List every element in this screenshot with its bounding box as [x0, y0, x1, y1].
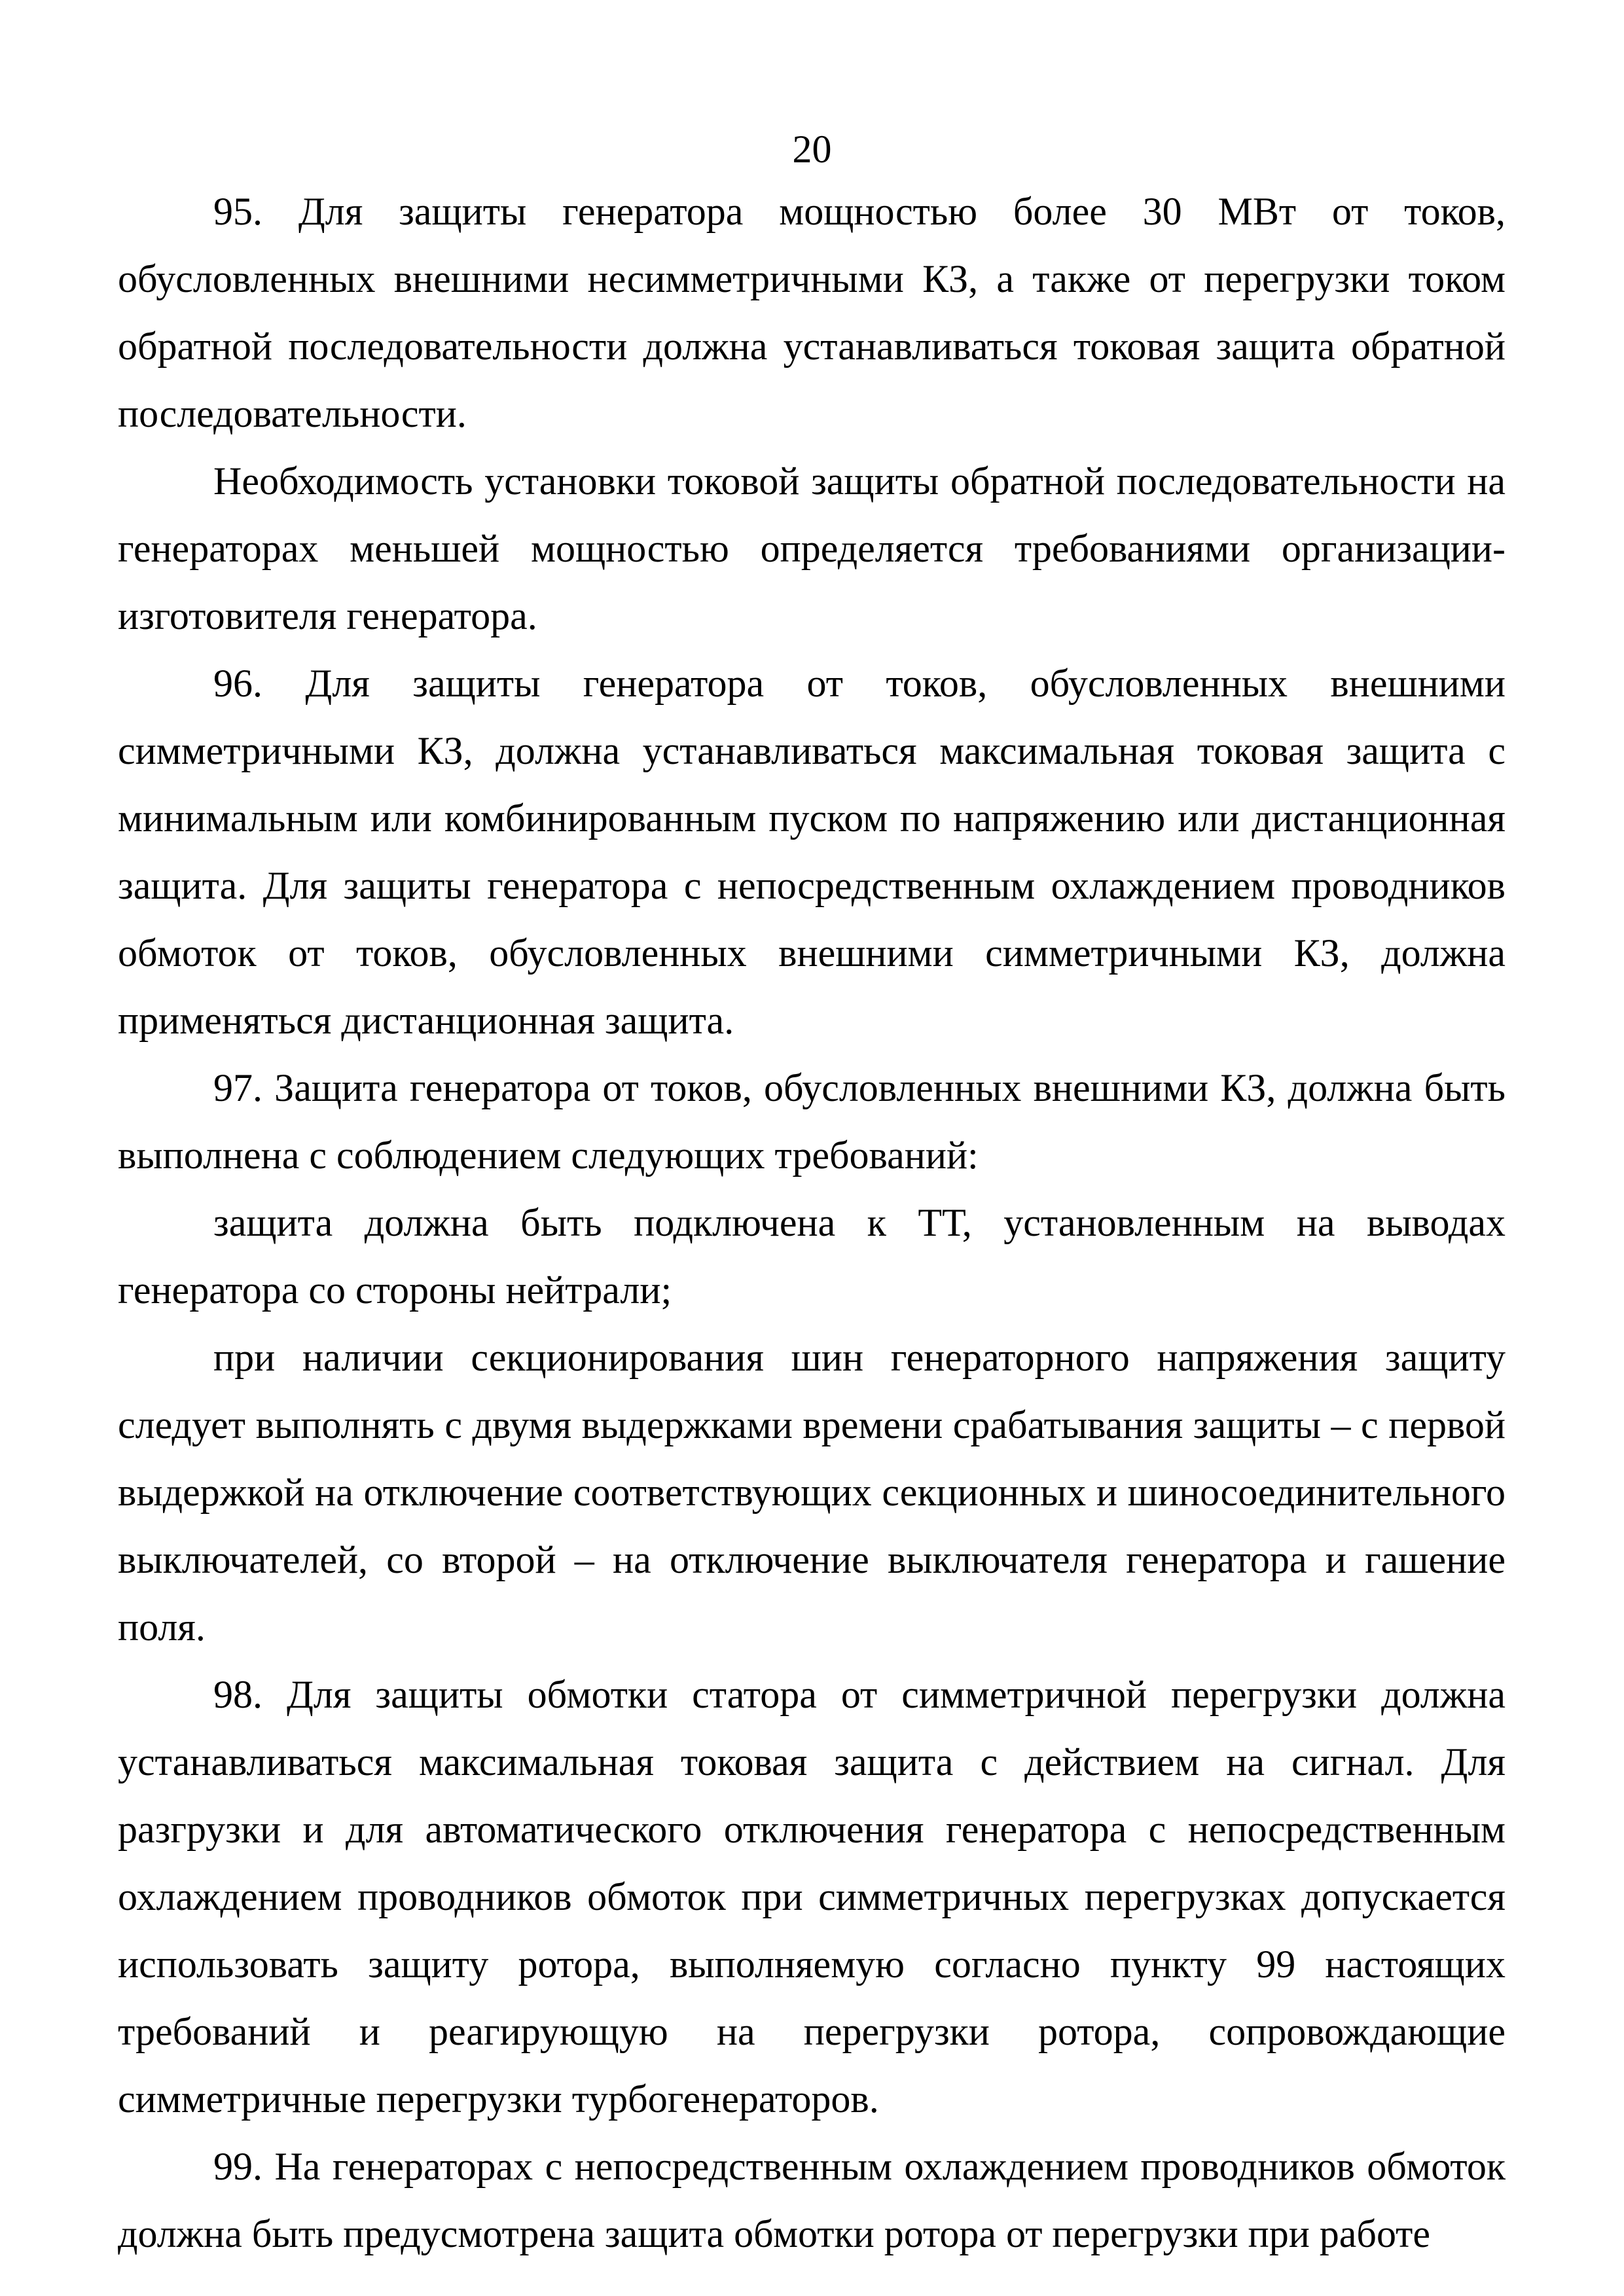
- paragraph-97-item-1: защита должна быть подключена к ТТ, установленным на выводах генератора со стороны нейтрали;: [118, 1201, 1506, 1312]
- paragraph-99: 99. На генераторах с непосредственным охлаждением проводников обмоток должна быть предусмотрена защита обмотки ротора от перегрузки при работе: [118, 2145, 1506, 2255]
- document-body: [118, 178, 1506, 2268]
- paragraph-95-note: Необходимость установки токовой защиты обратной последовательности на генераторах меньшей мощностью определяется требованиями организации-изготовителя генератора.: [118, 459, 1506, 637]
- paragraph-96: 96. Для защиты генератора от токов, обусловленных внешними симметричными КЗ, должна устанавливаться максимальная токовая защита с минимальным или комбинированным пуском по напряжению или дистанционная защита. Для защиты генератора с непосредственным охлаждением проводников обмоток от токов, обусловленных внешними симметричными КЗ, должна применяться дистанционная защита.: [118, 662, 1506, 1042]
- paragraph-97-item-2: при наличии секционирования шин генераторного напряжения защиту следует выполнять с двумя выдержками времени срабатывания защиты – с первой выдержкой на отключение соответствующих секционных и шиносоединительного выключателей, со второй – на отключение выключателя генератора и гашение поля.: [118, 1336, 1506, 1649]
- paragraph-97: 97. Защита генератора от токов, обусловленных внешними КЗ, должна быть выполнена с соблюдением следующих требований:: [118, 1066, 1506, 1177]
- paragraph-95: 95. Для защиты генератора мощностью более 30 МВт от токов, обусловленных внешними несимметричными КЗ, а также от перегрузки током обратной последовательности должна устанавливаться токовая защита обратной последовательности.: [118, 190, 1506, 435]
- paragraph-98: 98. Для защиты обмотки статора от симметричной перегрузки должна устанавливаться максимальная токовая защита с действием на сигнал. Для разгрузки и для автоматического отключения генератора с непосредственным охлаждением проводников обмоток при симметричных перегрузках допускается использовать защиту ротора, выполняемую согласно пункту 99 настоящих требований и реагирующую на перегрузки ротора, сопровождающие симметричные перегрузки турбогенераторов.: [118, 1673, 1506, 2121]
- page-number: 20: [792, 128, 832, 171]
